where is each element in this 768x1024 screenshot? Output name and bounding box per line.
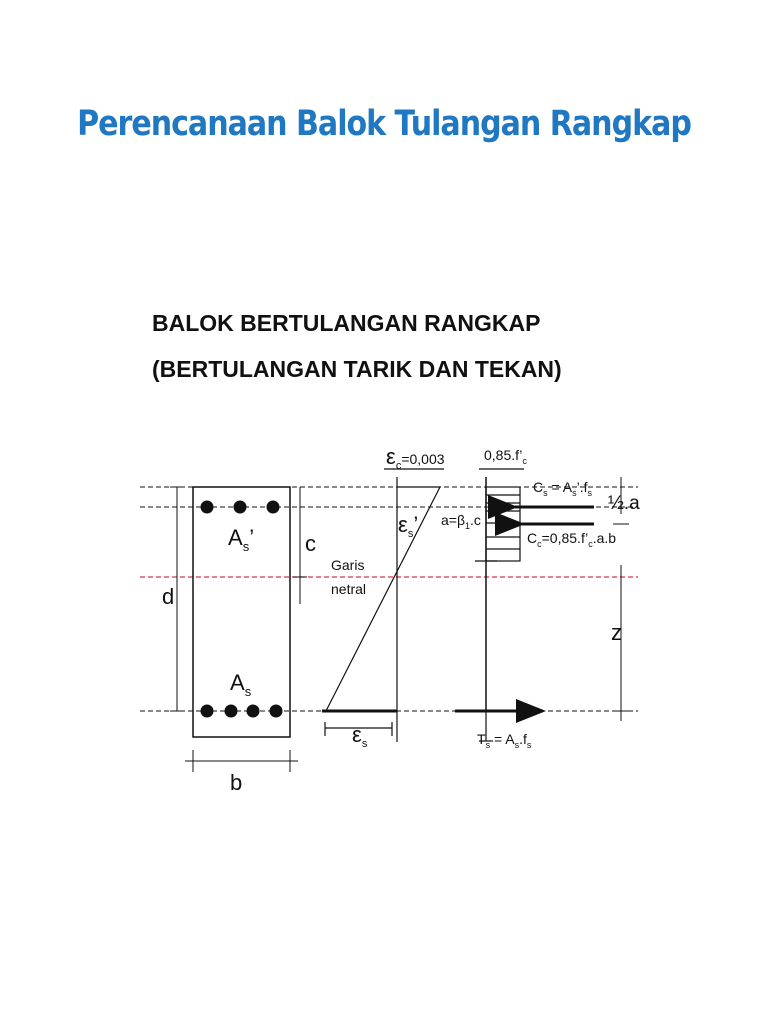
concrete-compression-force-label: $C_c=0,85.f’_c.a.b$ <box>527 530 617 549</box>
dimension-c-label: c <box>305 531 316 556</box>
stress-block-depth-label: $a=\beta_1.c$ <box>441 512 481 531</box>
tension-bars <box>201 705 283 718</box>
compression-bar <box>267 501 280 514</box>
tension-bar <box>247 705 260 718</box>
tension-steel-strain-label: $\varepsilon_s$ <box>352 722 368 750</box>
tension-bar <box>225 705 238 718</box>
compression-stress-block <box>486 487 520 561</box>
compression-steel-label: $A_s$’ <box>228 525 255 554</box>
stress-block-magnitude-label: $0,85.f’_c$ <box>484 447 527 466</box>
lever-arm-z-label: z <box>611 620 622 645</box>
compression-steel-strain-label: $\varepsilon_s$’ <box>398 512 419 540</box>
concrete-strain-label: $\varepsilon_c^{=0,003}$ <box>386 444 445 472</box>
compression-bars <box>201 501 280 514</box>
compression-bar <box>201 501 214 514</box>
tension-bar <box>270 705 283 718</box>
neutral-axis-label: Garis <box>331 557 365 573</box>
slide-title: Perencanaan Balok Tulangan Rangkap <box>77 104 691 144</box>
diagram-heading-line-1: BALOK BERTULANGAN RANGKAP <box>152 310 541 336</box>
steel-compression-force-label: $C_s$ = $A_s’.f_s$ <box>533 479 593 498</box>
tension-force-label: $T_s = A_s.f_s$ <box>477 731 532 750</box>
tension-steel-label: $A_s$ <box>230 670 252 699</box>
diagram-heading-line-2: (BERTULANGAN TARIK DAN TEKAN) <box>152 356 562 382</box>
half-a-label: ½.a <box>608 493 640 514</box>
dimension-b-label: b <box>230 770 243 795</box>
neutral-axis-label: netral <box>331 581 367 597</box>
compression-bar <box>234 501 247 514</box>
strain-profile <box>326 487 440 711</box>
tension-bar <box>201 705 214 718</box>
dimension-d-label: d <box>162 584 175 609</box>
